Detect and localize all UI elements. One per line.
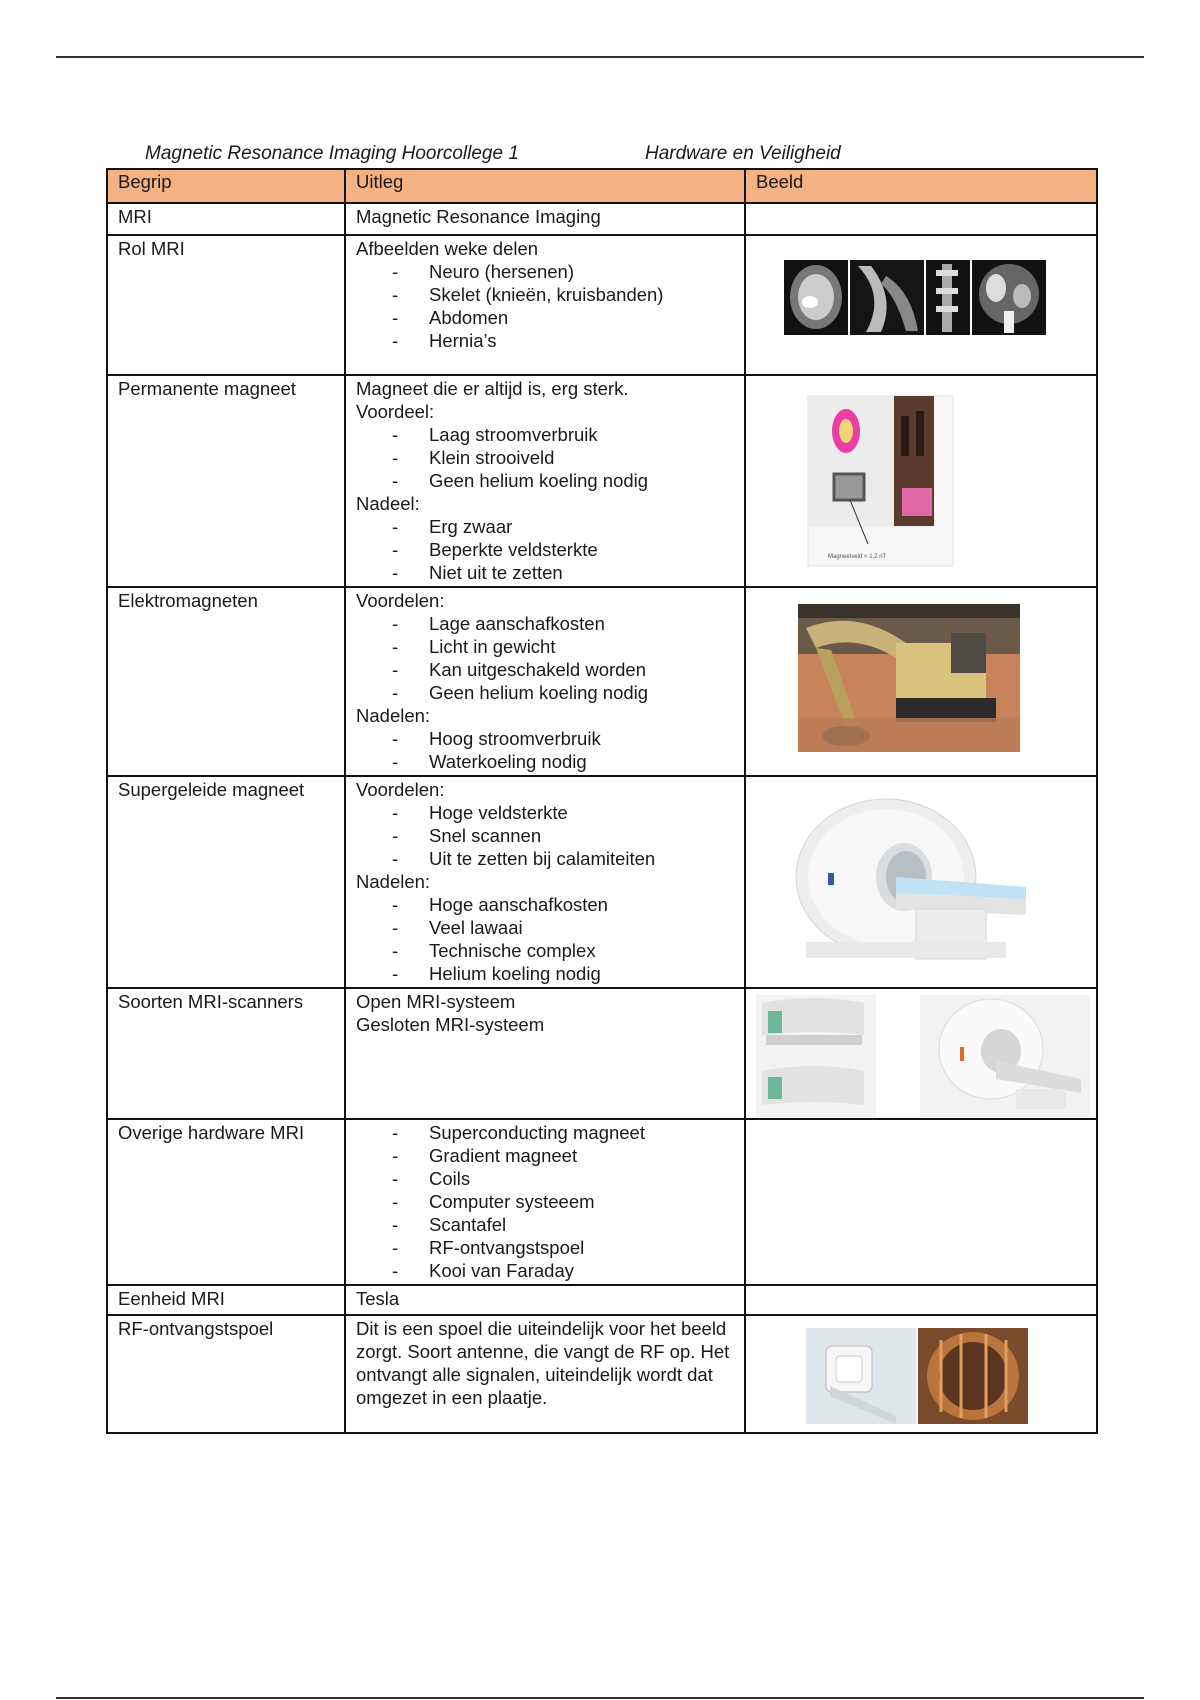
list-item: - Abdomen	[356, 306, 734, 329]
list-item: - Hoge veldsterkte	[356, 801, 734, 824]
list-item: - Hoge aanschafkosten	[356, 893, 734, 916]
bullet-list	[356, 515, 734, 584]
explanation-line: Voordelen:	[356, 590, 445, 611]
col-header-begrip: Begrip	[107, 169, 345, 203]
explanation-cell	[345, 776, 745, 988]
term-cell: Soorten MRI-scanners	[107, 988, 345, 1119]
explanation-cell	[345, 235, 745, 375]
list-item: - Geen helium koeling nodig	[356, 681, 734, 704]
table-row	[107, 776, 1097, 988]
mri-scan-images	[746, 236, 1098, 376]
terms-table	[106, 168, 1098, 1434]
list-item: - Uit te zetten bij calamiteiten	[356, 847, 734, 870]
explanation-cell	[345, 1315, 745, 1433]
explanation-line: Nadeel:	[356, 493, 420, 514]
image-cell	[745, 1285, 1097, 1315]
explanation-line: Voordelen:	[356, 779, 445, 800]
table-row	[107, 375, 1097, 587]
list-item: - Veel lawaai	[356, 916, 734, 939]
list-item: - Lage aanschafkosten	[356, 612, 734, 635]
list-item: - Beperkte veldsterkte	[356, 538, 734, 561]
list-item: - Erg zwaar	[356, 515, 734, 538]
image-cell	[745, 235, 1097, 375]
term-cell: Overige hardware MRI	[107, 1119, 345, 1285]
list-item: - Hernia’s	[356, 329, 734, 352]
rf-coil-photo	[746, 1316, 1098, 1434]
electromagnet-crane-photo	[746, 588, 1098, 774]
explanation-cell	[345, 1285, 745, 1315]
bullet-list	[356, 612, 734, 704]
bullet-list	[356, 801, 734, 870]
bullet-list	[356, 893, 734, 985]
list-item: - Gradient magneet	[356, 1144, 734, 1167]
list-item: - Kooi van Faraday	[356, 1259, 734, 1282]
image-cell	[745, 1315, 1097, 1433]
bullet-list	[356, 1121, 734, 1282]
term-cell: Elektromagneten	[107, 587, 345, 776]
table-row	[107, 235, 1097, 375]
table-row	[107, 203, 1097, 235]
explanation-line: Open MRI-systeem	[356, 991, 516, 1012]
list-item: - Waterkoeling nodig	[356, 750, 734, 773]
list-item: - Geen helium koeling nodig	[356, 469, 734, 492]
heading-left: Magnetic Resonance Imaging Hoorcollege 1	[145, 143, 519, 164]
image-cell	[745, 776, 1097, 988]
term-cell: MRI	[107, 203, 345, 235]
list-item: - Niet uit te zetten	[356, 561, 734, 584]
term-cell: Eenheid MRI	[107, 1285, 345, 1315]
image-cell	[745, 1119, 1097, 1285]
image-cell	[745, 375, 1097, 587]
explanation-line: Voordeel:	[356, 401, 435, 422]
table-row	[107, 988, 1097, 1119]
table-header-row	[107, 169, 1097, 203]
col-header-beeld: Beeld	[745, 169, 1097, 203]
list-item: - Laag stroomverbruik	[356, 423, 734, 446]
photo-caption: Magneetveld < 1,2 nT	[828, 554, 887, 560]
list-item: - Superconducting magneet	[356, 1121, 734, 1144]
table-row	[107, 1119, 1097, 1285]
list-item: - Scantafel	[356, 1213, 734, 1236]
bottom-rule	[56, 1697, 1144, 1699]
page-heading	[145, 143, 841, 165]
list-item: - Hoog stroomverbruik	[356, 727, 734, 750]
permanent-magnet-photo	[746, 376, 1098, 588]
list-item: - Skelet (knieën, kruisbanden)	[356, 283, 734, 306]
term-cell: Supergeleide magneet	[107, 776, 345, 988]
explanation-cell	[345, 203, 745, 235]
explanation-line: Afbeelden weke delen	[356, 238, 539, 259]
list-item: - Technische complex	[356, 939, 734, 962]
col-header-uitleg: Uitleg	[345, 169, 745, 203]
bullet-list	[356, 260, 734, 352]
explanation-line: Gesloten MRI-systeem	[356, 1014, 545, 1035]
list-item: - Kan uitgeschakeld worden	[356, 658, 734, 681]
table-row	[107, 1315, 1097, 1433]
mri-scanner-types-photo	[746, 989, 1098, 1120]
image-cell	[745, 587, 1097, 776]
list-item: - Neuro (hersenen)	[356, 260, 734, 283]
table-row	[107, 1285, 1097, 1315]
explanation-line: Nadelen:	[356, 705, 431, 726]
bullet-list	[356, 423, 734, 492]
explanation-line: Dit is een spoel die uiteindelijk voor het beeld zorgt. Soort antenne, die vangt de RF op. Het ontvangt alle signalen, uiteindelijk wordt dat omgezet in een plaatje.	[356, 1318, 730, 1408]
explanation-cell	[345, 587, 745, 776]
explanation-cell	[345, 1119, 745, 1285]
explanation-line: Magneet die er altijd is, erg sterk.	[356, 378, 629, 399]
explanation-line: Magnetic Resonance Imaging	[356, 206, 601, 227]
term-cell: RF-ontvangstspoel	[107, 1315, 345, 1433]
term-cell: Rol MRI	[107, 235, 345, 375]
image-cell	[745, 988, 1097, 1119]
list-item: - Helium koeling nodig	[356, 962, 734, 985]
list-item: - Snel scannen	[356, 824, 734, 847]
superconducting-scanner-photo	[746, 777, 1098, 987]
explanation-line: Tesla	[356, 1288, 400, 1309]
image-cell	[745, 203, 1097, 235]
explanation-cell	[345, 375, 745, 587]
heading-right: Hardware en Veiligheid	[645, 143, 841, 164]
explanation-line: Nadelen:	[356, 871, 431, 892]
list-item: - Coils	[356, 1167, 734, 1190]
table-row	[107, 587, 1097, 776]
list-item: - RF-ontvangstspoel	[356, 1236, 734, 1259]
term-cell: Permanente magneet	[107, 375, 345, 587]
explanation-cell	[345, 988, 745, 1119]
list-item: - Computer systeeem	[356, 1190, 734, 1213]
top-rule	[56, 56, 1144, 58]
list-item: - Licht in gewicht	[356, 635, 734, 658]
bullet-list	[356, 727, 734, 773]
list-item: - Klein strooiveld	[356, 446, 734, 469]
